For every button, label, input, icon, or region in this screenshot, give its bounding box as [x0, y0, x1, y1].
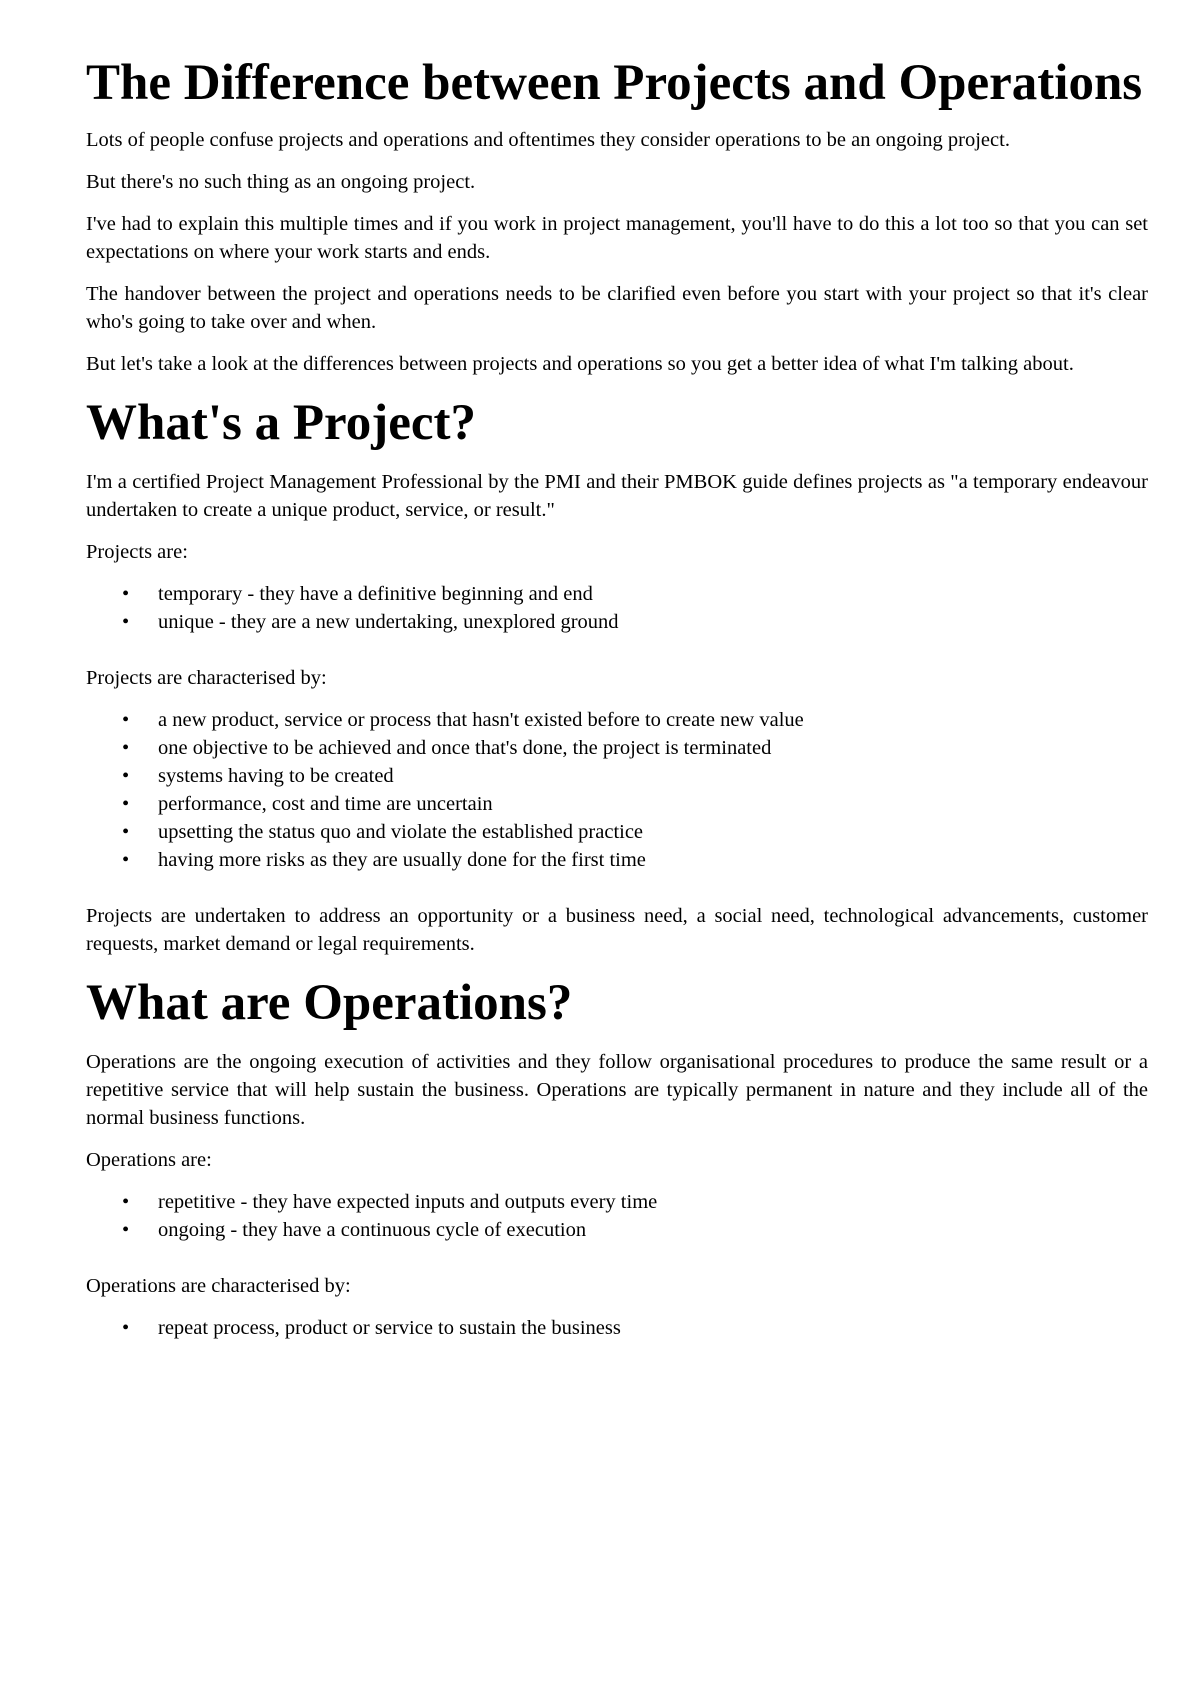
project-heading: What's a Project?: [86, 395, 476, 451]
list-item: [122, 734, 1148, 762]
operations-are-label: Operations are:: [86, 1149, 212, 1171]
bullet-icon: •: [122, 765, 130, 787]
list-item: [122, 1216, 1148, 1244]
list-item-text: ongoing - they have a continuous cycle of execution: [158, 1219, 587, 1241]
list-item: [122, 846, 1148, 874]
bullet-icon: •: [122, 709, 130, 731]
list-item-text: unique - they are a new undertaking, unexplored ground: [158, 611, 619, 633]
page-title: The Difference between Projects and Operations: [86, 55, 1143, 111]
list-item-text: temporary - they have a definitive beginning and end: [158, 583, 593, 605]
list-item-text: having more risks as they are usually done for the first time: [158, 849, 646, 871]
project-definition: I'm a certified Project Management Professional by the PMI and their PMBOK guide defines projects as "a temporary endeavour undertaken to create a unique product, service, or result.": [86, 471, 1148, 521]
bullet-icon: •: [122, 849, 130, 871]
list-item-text: performance, cost and time are uncertain: [158, 793, 493, 815]
bullet-icon: •: [122, 583, 130, 605]
list-item-text: repeat process, product or service to sustain the business: [158, 1317, 621, 1339]
list-item-text: upsetting the status quo and violate the established practice: [158, 821, 644, 843]
list-item: [122, 1188, 1148, 1216]
bullet-icon: •: [122, 1219, 130, 1241]
bullet-icon: •: [122, 1317, 130, 1339]
operations-heading: What are Operations?: [86, 975, 573, 1031]
operations-definition: Operations are the ongoing execution of activities and they follow organisational procedures to produce the same result or a repetitive service that will help sustain the business. Operations are typically permanent in nature and they include all of the normal business functions.: [86, 1051, 1148, 1129]
operations-characterised-label: Operations are characterised by:: [86, 1275, 351, 1297]
list-item: [122, 762, 1148, 790]
bullet-icon: •: [122, 737, 130, 759]
list-item-text: repetitive - they have expected inputs and outputs every time: [158, 1191, 658, 1213]
list-item: [122, 706, 1148, 734]
list-item: [122, 608, 1148, 636]
list-item-text: a new product, service or process that hasn't existed before to create new value: [158, 709, 804, 731]
document-body: [86, 52, 1148, 1342]
intro-paragraph: The handover between the project and operations needs to be clarified even before you start with your project so that it's clear who's going to take over and when.: [86, 283, 1148, 333]
project-closing: Projects are undertaken to address an opportunity or a business need, a social need, technological advancements, customer requests, market demand or legal requirements.: [86, 905, 1148, 955]
projects-are-label: Projects are:: [86, 541, 188, 563]
projects-are-list: [86, 566, 1148, 636]
projects-characterised-label: Projects are characterised by:: [86, 667, 327, 689]
projects-characterised-list: [86, 692, 1148, 874]
intro-paragraph: Lots of people confuse projects and operations and oftentimes they consider operations to be an ongoing project.: [86, 129, 1010, 151]
list-item-text: systems having to be created: [158, 765, 394, 787]
bullet-icon: •: [122, 793, 130, 815]
operations-are-list: [86, 1174, 1148, 1244]
intro-paragraph: I've had to explain this multiple times and if you work in project management, you'll have to do this a lot too so that you can set expectations on where your work starts and ends.: [86, 213, 1148, 263]
bullet-icon: •: [122, 821, 130, 843]
list-item: [122, 580, 1148, 608]
intro-paragraph: But there's no such thing as an ongoing project.: [86, 171, 476, 193]
list-item-text: one objective to be achieved and once that's done, the project is terminated: [158, 737, 772, 759]
list-item: [122, 1314, 1148, 1342]
list-item: [122, 790, 1148, 818]
intro-paragraph: But let's take a look at the differences between projects and operations so you get a better idea of what I'm talking about.: [86, 353, 1074, 375]
bullet-icon: •: [122, 611, 130, 633]
operations-characterised-list: [86, 1300, 1148, 1342]
list-item: [122, 818, 1148, 846]
bullet-icon: •: [122, 1191, 130, 1213]
